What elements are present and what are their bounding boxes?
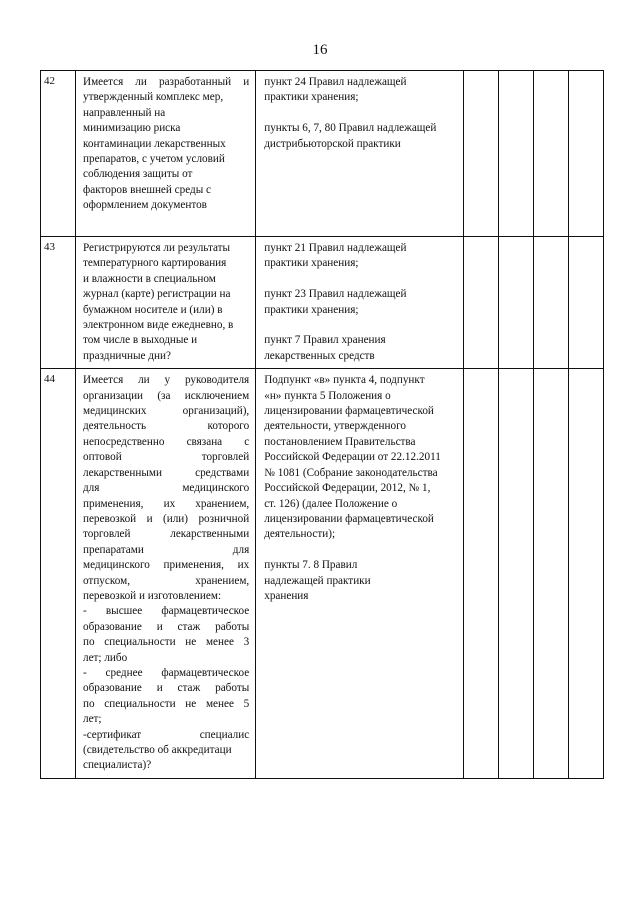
question-line: - среднее фармацевтическое bbox=[82, 666, 250, 679]
question-line: минимизацию риска bbox=[82, 122, 181, 135]
reference-line: практики хранения; bbox=[264, 91, 359, 104]
reference-line: пункты 7. 8 Правил bbox=[264, 559, 358, 572]
reference-cell bbox=[256, 369, 464, 779]
reference-line: практики хранения; bbox=[264, 303, 359, 316]
reference-line: лекарственных средств bbox=[264, 349, 375, 362]
question-line: непосредственно связана с bbox=[82, 435, 250, 448]
check-cell[interactable] bbox=[568, 71, 603, 237]
question-line: применения, их хранением, bbox=[82, 497, 250, 510]
question-line: перевозкой и (или) розничной bbox=[82, 512, 250, 525]
question-line: Имеется ли разработанный и bbox=[82, 76, 250, 88]
reference-cell bbox=[256, 237, 464, 369]
question-line: перевозкой и изготовлением: bbox=[82, 589, 222, 602]
question-line: -сертификат специалис bbox=[82, 728, 250, 741]
question-line: образование и стаж работы bbox=[82, 620, 250, 633]
question-line: журнал (карте) регистрации на bbox=[82, 288, 231, 301]
reference-line: лицензировании фармацевтической bbox=[264, 512, 434, 525]
check-cell[interactable] bbox=[464, 237, 499, 369]
check-cell[interactable] bbox=[499, 237, 534, 369]
question-line: направленный на bbox=[82, 106, 166, 119]
reference-line: надлежащей практики bbox=[264, 574, 371, 587]
question-line: торговлей лекарственными bbox=[82, 528, 250, 541]
question-line: отпуском, хранением, bbox=[82, 574, 250, 587]
question-line: - высшее фармацевтическое bbox=[82, 605, 250, 618]
question-line: оптовой торговлей bbox=[82, 451, 250, 464]
question-line: образование и стаж работы bbox=[82, 682, 250, 695]
question-line: контаминации лекарственных bbox=[82, 137, 226, 150]
question-line: лекарственными средствами bbox=[82, 466, 250, 479]
check-cell[interactable] bbox=[533, 369, 568, 779]
reference-line: лицензировании фармацевтической bbox=[264, 405, 434, 418]
question-cell bbox=[75, 237, 255, 369]
question-line: электронном виде ежедневно, в bbox=[82, 319, 234, 332]
reference-line: дистрибьюторской практики bbox=[264, 137, 401, 150]
reference-line: «н» пункта 5 Положения о bbox=[264, 389, 391, 402]
question-line: (свидетельство об аккредитаци bbox=[82, 744, 232, 756]
question-line: Имеется ли у руководителя bbox=[82, 374, 250, 387]
question-line: для медицинского bbox=[82, 482, 250, 495]
table-row bbox=[41, 71, 604, 237]
question-line: и влажности в специальном bbox=[82, 272, 216, 285]
question-line: препаратами для bbox=[82, 543, 250, 556]
reference-line: постановлением Правительства bbox=[264, 435, 416, 448]
reference-line: Российской Федерации от 22.12.2011 bbox=[264, 451, 441, 464]
check-cell[interactable] bbox=[499, 71, 534, 237]
check-cell[interactable] bbox=[464, 369, 499, 779]
check-cell[interactable] bbox=[533, 71, 568, 237]
question-line: лет; bbox=[82, 713, 102, 726]
question-line: Регистрируются ли результаты bbox=[82, 242, 231, 254]
reference-line: пункт 24 Правил надлежащей bbox=[264, 76, 407, 88]
question-line: лет; либо bbox=[82, 651, 128, 664]
question-line: том числе в выходные и bbox=[82, 334, 198, 347]
question-line: температурного картирования bbox=[82, 257, 227, 270]
question-line: соблюдения защиты от bbox=[82, 168, 193, 181]
question-line: медицинских организаций), bbox=[82, 405, 250, 418]
check-cell[interactable] bbox=[568, 237, 603, 369]
reference-line: пункты 6, 7, 80 Правил надлежащей bbox=[264, 122, 437, 135]
question-line: специалиста)? bbox=[82, 759, 152, 772]
checklist-table bbox=[40, 70, 604, 779]
row-number: 42 bbox=[41, 71, 76, 237]
question-line: бумажном носителе и (или) в bbox=[82, 303, 223, 316]
table-row bbox=[41, 237, 604, 369]
question-line: организации (за исключением bbox=[82, 389, 250, 402]
reference-line: № 1081 (Собрание законодательства bbox=[264, 466, 438, 479]
question-cell bbox=[75, 369, 255, 779]
reference-line: пункт 23 Правил надлежащей bbox=[264, 288, 407, 301]
check-cell[interactable] bbox=[499, 369, 534, 779]
question-line: оформлением документов bbox=[82, 199, 207, 212]
reference-line: Подпункт «в» пункта 4, подпункт bbox=[264, 374, 425, 387]
reference-line: пункт 21 Правил надлежащей bbox=[264, 242, 407, 254]
row-number: 44 bbox=[41, 369, 76, 779]
question-line: препаратов, с учетом условий bbox=[82, 153, 225, 166]
question-line: медицинского применения, их bbox=[82, 559, 250, 572]
reference-line: практики хранения; bbox=[264, 257, 359, 270]
reference-line: хранения bbox=[264, 589, 309, 602]
question-line: праздничные дни? bbox=[82, 349, 171, 362]
check-cell[interactable] bbox=[464, 71, 499, 237]
question-cell bbox=[75, 71, 255, 237]
row-number: 43 bbox=[41, 237, 76, 369]
question-line: утвержденный комплекс мер, bbox=[82, 91, 224, 104]
question-line: факторов внешней среды с bbox=[82, 183, 212, 196]
question-line: деятельность которого bbox=[82, 420, 250, 433]
table-row bbox=[41, 369, 604, 779]
reference-cell bbox=[256, 71, 464, 237]
check-cell[interactable] bbox=[533, 237, 568, 369]
reference-line: Российской Федерации, 2012, № 1, bbox=[264, 482, 431, 495]
question-line: по специальности не менее 3 bbox=[82, 636, 250, 649]
reference-line: деятельности); bbox=[264, 528, 336, 541]
question-line: по специальности не менее 5 bbox=[82, 697, 250, 710]
reference-line: ст. 126) (далее Положение о bbox=[264, 497, 398, 510]
page-number: 16 bbox=[312, 42, 328, 58]
check-cell[interactable] bbox=[568, 369, 603, 779]
reference-line: деятельности, утвержденного bbox=[264, 420, 406, 433]
reference-line: пункт 7 Правил хранения bbox=[264, 334, 386, 347]
